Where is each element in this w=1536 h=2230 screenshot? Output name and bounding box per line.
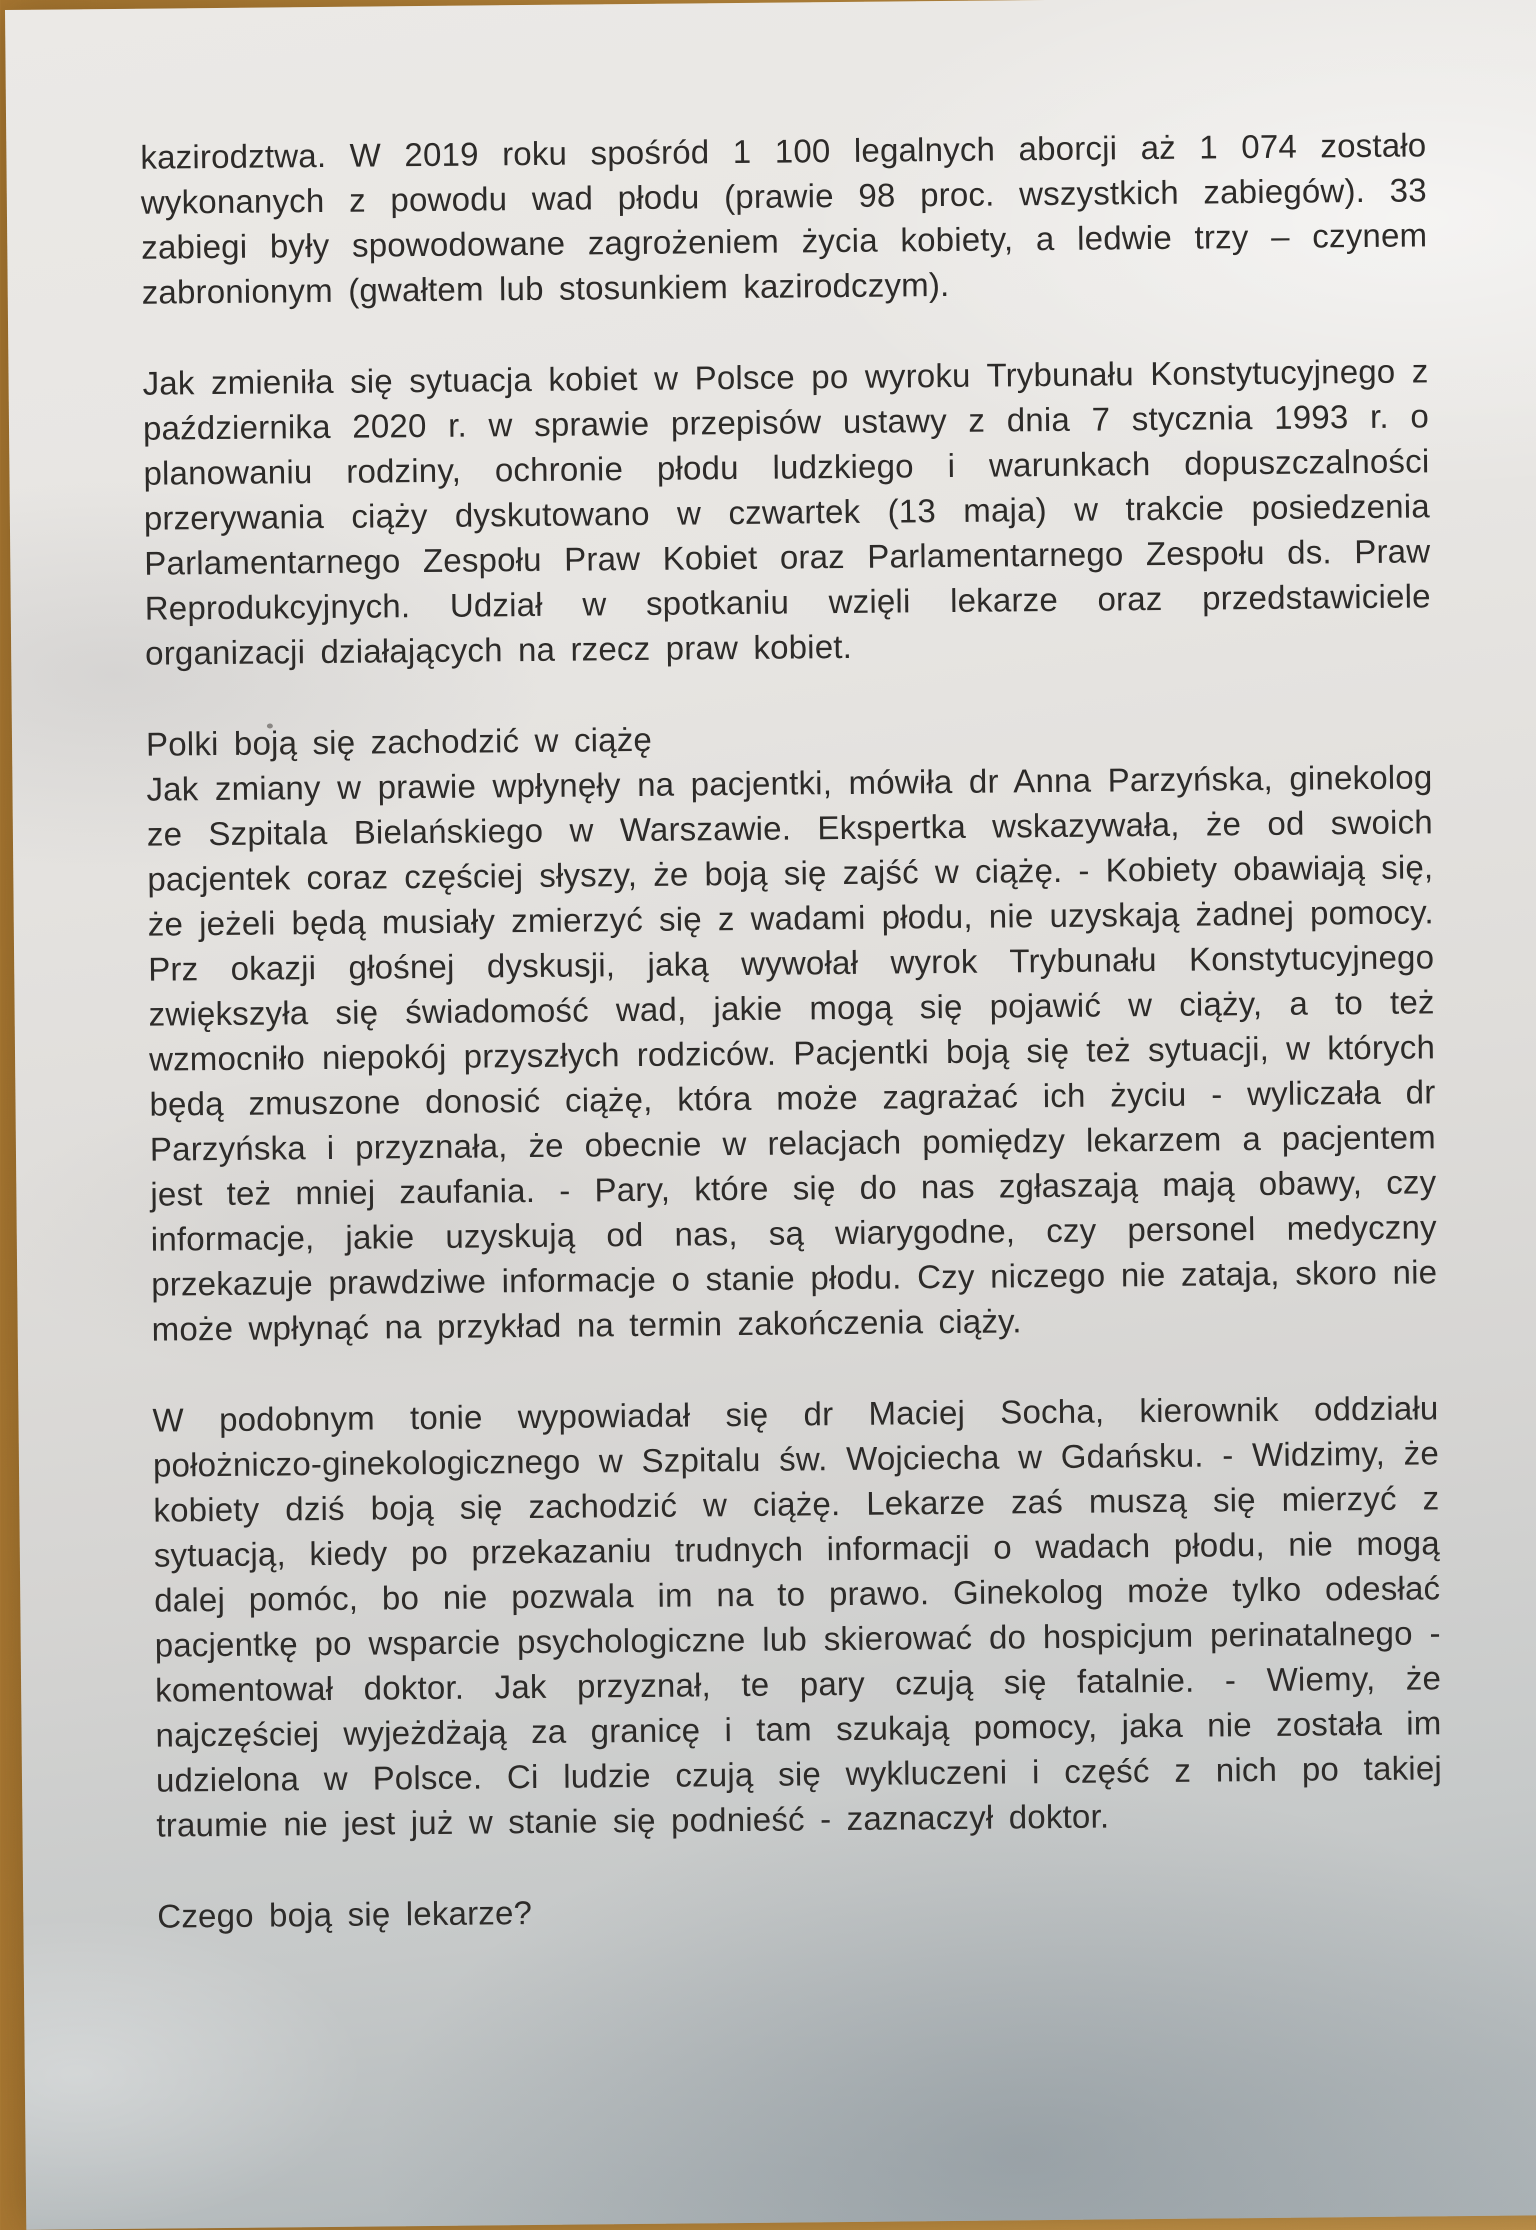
paragraph-continued-from-previous-page: kazirodztwa. W 2019 roku spośród 1 100 legalnych aborcji aż 1 074 zostało wykonanych z powodu wad płodu (prawie 98 proc. wszystkich zabiegów). 33 zabiegi były spowodowane zagrożeniem życia kobiety, a ledwie trzy – czynem zabronionym (gwałtem lub stosunkiem kazirodczym). (140, 126, 1428, 311)
paragraph-dr-socha: W podobnym tonie wypowiadał się dr Maciej Socha, kierownik oddziału położniczo-ginekologicznego w Szpitalu św. Wojciecha w Gdańsku. - Widzimy, że kobiety dziś boją się zachodzić w ciążę. Lekarze zaś muszą się mierzyć z sytuacją, kiedy po przekazaniu trudnych informacji o wadach płodu, nie mogą dalej pomóc, bo nie pozwala im na to prawo. Ginekolog może tylko odesłać pacjentkę po wsparcie psychologiczne lub skierować do hospicjum perinatalnego - komentował doktor. Jak przyznał, te pary czują się fatalnie. - Wiemy, że najczęściej wyjeżdżają za granicę i tam szukają pomocy, jaka nie została im udzielona w Polsce. Ci ludzie czują się wykluczeni i część z nich po takiej traumie nie jest już w stanie się podnieść - zaznaczył doktor. (152, 1389, 1443, 1844)
section-heading-polki: Polki boją się zachodzić w ciążę (145, 720, 653, 763)
document-text (140, 122, 1443, 1938)
paragraph-tribunal-ruling: Jak zmieniła się sytuacja kobiet w Polsce po wyroku Trybunału Konstytucyjnego z października 2020 r. w sprawie przepisów ustawy z dnia 7 stycznia 1993 r. o planowaniu rodziny, ochronie płodu ludzkiego i warunkach dopuszczalności przerywania ciąży dyskutowano w czwartek (13 maja) w trakcie posiedzenia Parlamentarnego Zespołu Praw Kobiet oraz Parlamentarnego Zespołu ds. Praw Reprodukcyjnych. Udział w spotkaniu wzięli lekarze oraz przedstawiciele organizacji działających na rzecz praw kobiet. (142, 352, 1431, 672)
paragraph-dr-parzynska: Jak zmiany w prawie wpłynęły na pacjentki, mówiła dr Anna Parzyńska, ginekolog ze Szpitala Bielańskiego w Warszawie. Ekspertka wskazywała, że od swoich pacjentek coraz częściej słyszy, że boją się zajść w ciążę. - Kobiety obawiają się, że jeżeli będą musiały zmierzyć się z wadami płodu, nie uzyskają żadnej pomocy. Prz okazji głośnej dyskusji, jaką wywołał wyrok Trybunału Konstytucyjnego zwiększyła się świadomość wad, jakie mogą się pojawić w ciąży, a to też wzmocniło niepokój przyszłych rodziców. Pacjentki boją się też sytuacji, w których będą zmuszone donosić ciążę, która może zagrażać ich życiu - wyliczała dr Parzyńska i przyznała, że obecnie w relacjach pomiędzy lekarzem a pacjentem jest też mniej zaufania. - Pary, które się do nas zgłaszają mają obawy, czy informacje, jakie uzyskują od nas, są wiarygodne, czy personel medyczny przekazuje prawdziwe informacje o stanie płodu. Czy niczego nie zataja, skoro nie może wpłynąć na przykład na termin zakończenia ciąży. (146, 758, 1438, 1348)
paper-page (5, 0, 1536, 2230)
section-heading-lekarze: Czego boją się lekarze? (157, 1894, 533, 1935)
